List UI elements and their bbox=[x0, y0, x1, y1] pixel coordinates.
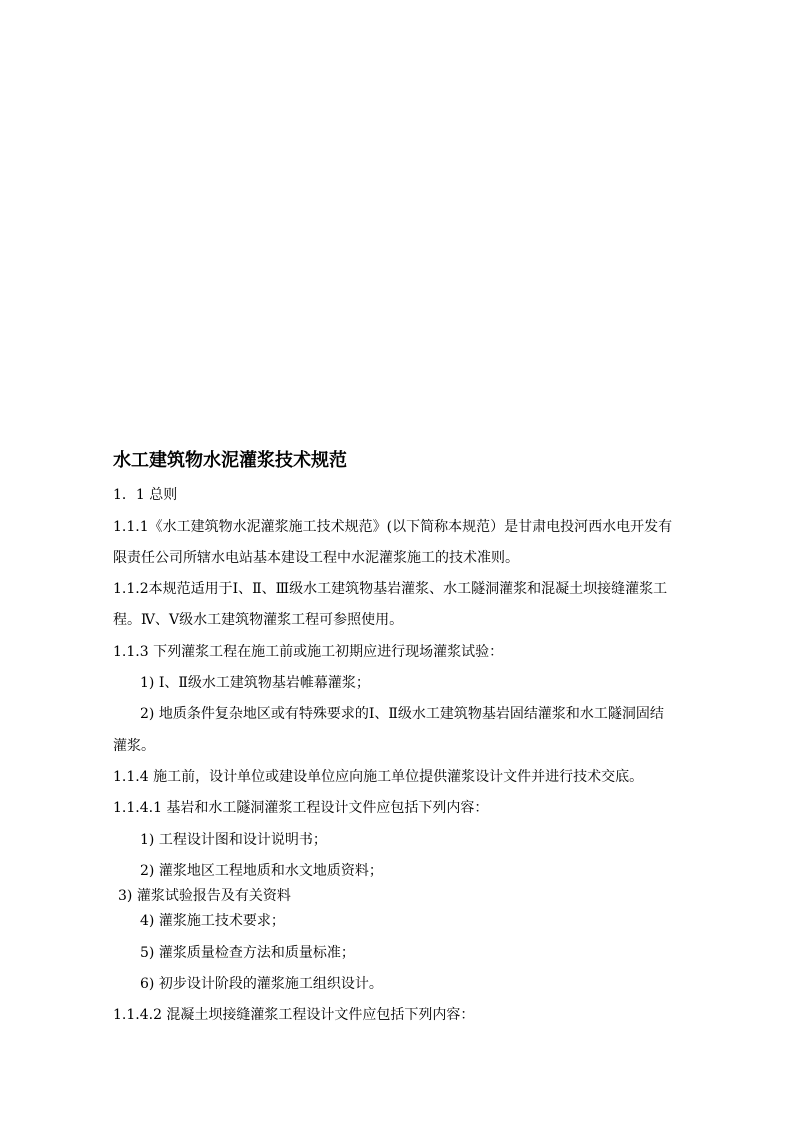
paragraph-line: 1.1.2本规范适用于Ⅰ、Ⅱ、Ⅲ级水工建筑物基岩灌浆、水工隧洞灌浆和混凝土坝接缝灌浆工 bbox=[113, 581, 668, 597]
paragraph-line: 1.1.4 施工前，设计单位或建设单位应向施工单位提供灌浆设计文件并进行技术交底。 bbox=[113, 769, 644, 785]
list-item: 2) 地质条件复杂地区或有特殊要求的Ⅰ、Ⅱ级水工建筑物基岩固结灌浆和水工隧洞固结 bbox=[140, 706, 664, 722]
list-item: 4) 灌浆施工技术要求； bbox=[140, 913, 285, 929]
paragraph-line: 1.1.4.2 混凝土坝接缝灌浆工程设计文件应包括下列内容： bbox=[113, 1007, 475, 1023]
paragraph-line: 1.1.1《水工建筑物水泥灌浆施工技术规范》(以下简称本规范）是甘肃电投河西水电开发有 bbox=[113, 519, 673, 535]
paragraph-line: 限责任公司所辖水电站基本建设工程中水泥灌浆施工的技术准则。 bbox=[113, 550, 519, 566]
paragraph-line: 程。Ⅳ、Ⅴ级水工建筑物灌浆工程可参照使用。 bbox=[113, 612, 404, 628]
section-heading: 1．1 总则 bbox=[113, 487, 178, 503]
list-item: 6) 初步设计阶段的灌浆施工组织设计。 bbox=[140, 976, 383, 992]
paragraph-line: 1.1.3 下列灌浆工程在施工前或施工初期应进行现场灌浆试验： bbox=[113, 644, 504, 660]
list-item: 1) 工程设计图和设计说明书； bbox=[140, 832, 327, 848]
paragraph-line: 1.1.4.1 基岩和水工隧洞灌浆工程设计文件应包括下列内容： bbox=[113, 800, 489, 816]
document-title: 水工建筑物水泥灌浆技术规范 bbox=[113, 450, 347, 471]
list-item: 5) 灌浆质量检查方法和质量标准； bbox=[140, 945, 355, 961]
list-item: 2) 灌浆地区工程地质和水文地质资料； bbox=[140, 863, 383, 879]
list-item: 1) Ⅰ、Ⅱ级水工建筑物基岩帷幕灌浆； bbox=[140, 675, 370, 691]
list-item: 3) 灌浆试验报告及有关资料 bbox=[118, 888, 291, 904]
paragraph-line: 灌浆。 bbox=[113, 738, 155, 754]
